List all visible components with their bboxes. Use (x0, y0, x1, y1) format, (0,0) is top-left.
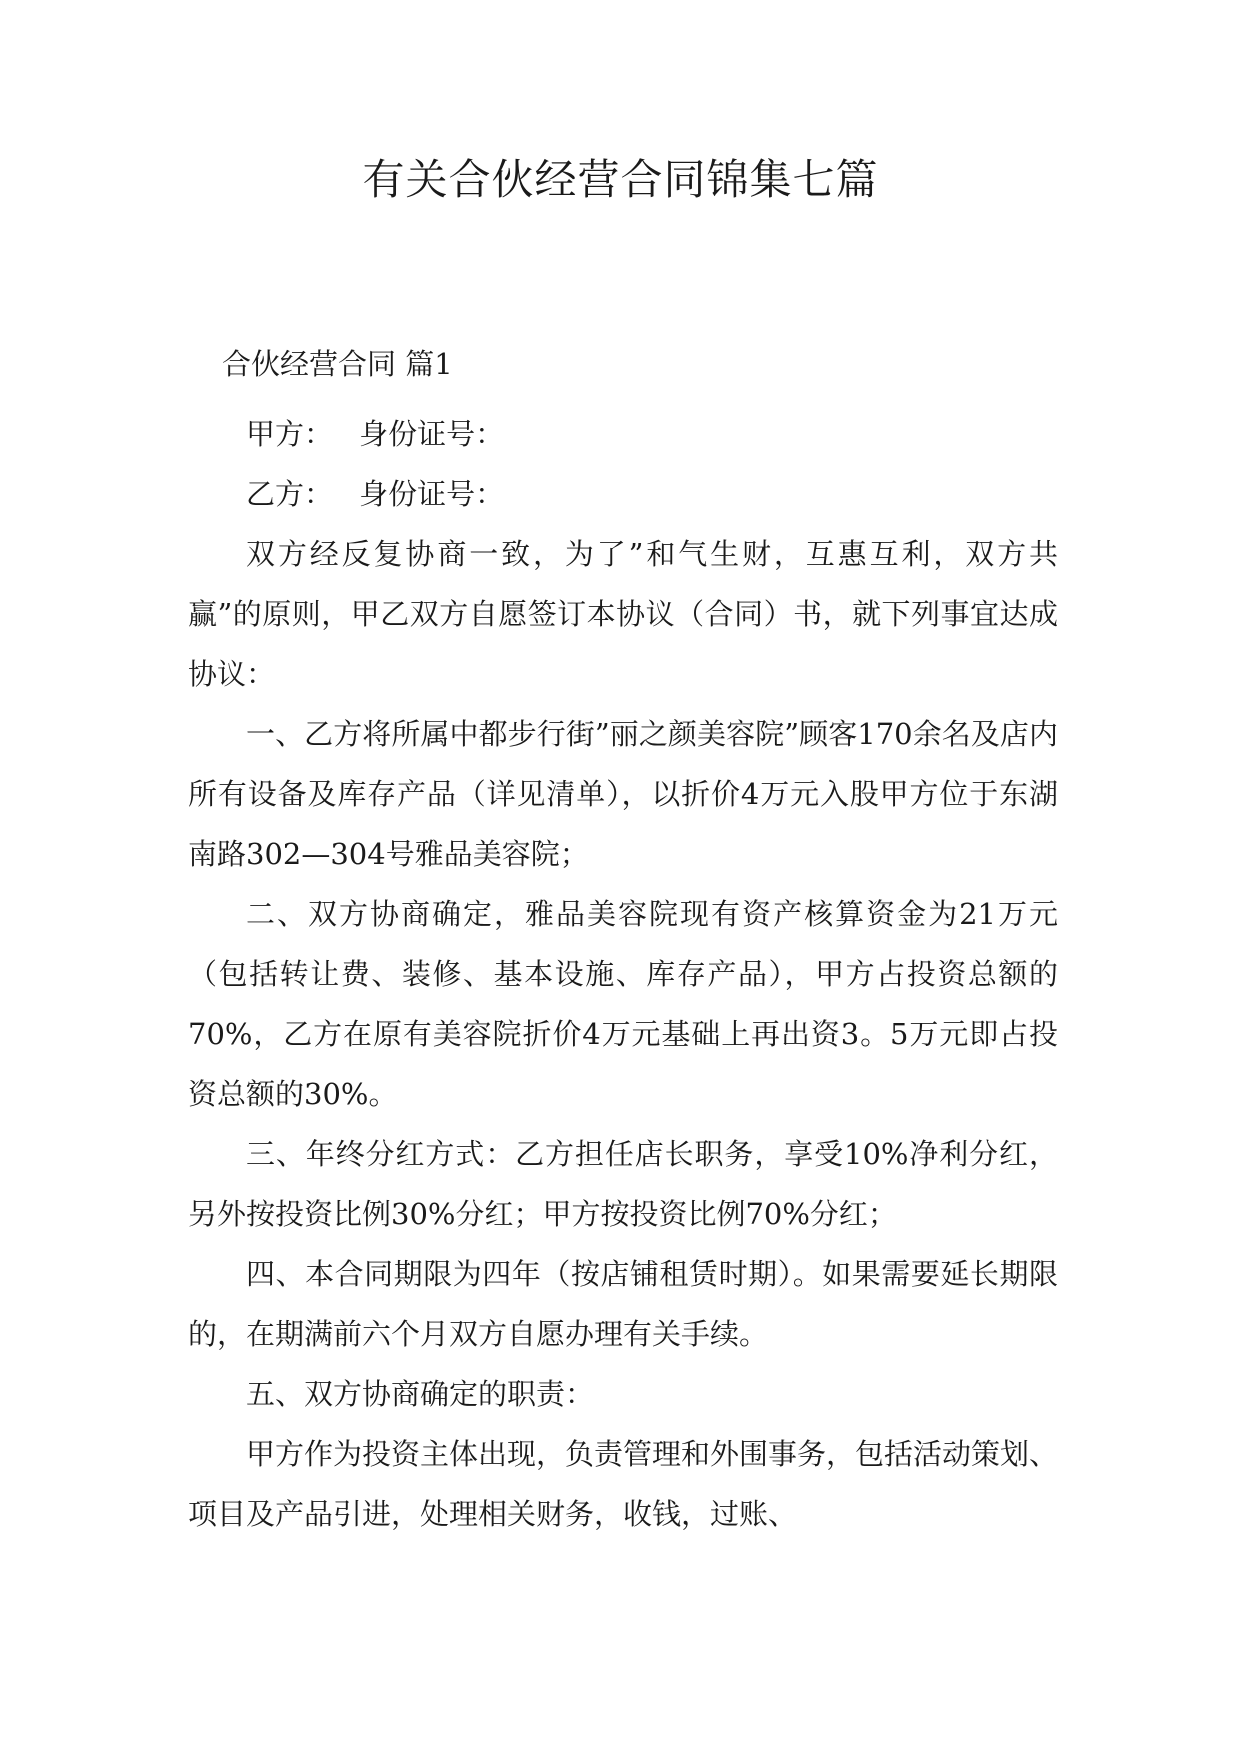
party-a-id-label: 身份证号： (359, 417, 505, 451)
paragraph-clause-5: 五、双方协商确定的职责： (246, 1377, 595, 1411)
paragraph-clause-3: 三、年终分红方式：乙方担任店长职务，享受10%净利分红，另外按投资比例30%分红；甲方按投资比例70%分红； (188, 1137, 1058, 1231)
paragraph-clause-4: 四、本合同期限为四年（按店铺租赁时期）。如果需要延长期限的，在期满前六个月双方自愿办理有关手续。 (188, 1257, 1058, 1351)
paragraph-duties-party-a: 甲方作为投资主体出现，负责管理和外围事务，包括活动策划、项目及产品引进，处理相关财务，收钱，过账、 (188, 1437, 1059, 1531)
contract-body (188, 404, 1058, 1544)
paragraph-clause-1: 一、乙方将所属中都步行街”丽之颜美容院”顾客170余名及店内所有设备及库存产品（详见清单），以折价4万元入股甲方位于东湖南路302—304号雅品美容院； (188, 717, 1058, 871)
party-b-id-label: 身份证号： (359, 477, 505, 511)
party-a-line (188, 404, 1058, 464)
paragraph-intro: 双方经反复协商一致，为了”和气生财，互惠互利，双方共赢”的原则，甲乙双方自愿签订本协议（合同）书，就下列事宜达成协议： (188, 537, 1058, 691)
paragraph-clause-2: 二、双方协商确定，雅品美容院现有资产核算资金为21万元（包括转让费、装修、基本设施、库存产品），甲方占投资总额的70%，乙方在原有美容院折价4万元基础上再出资3。5万元即占投资总额的30%。 (188, 897, 1058, 1111)
party-a-label: 甲方： (246, 417, 334, 451)
party-b-line (188, 464, 1058, 524)
party-b-label: 乙方： (246, 477, 334, 511)
document-title: 有关合伙经营合同锦集七篇 (362, 155, 879, 204)
section-heading: 合伙经营合同 篇1 (222, 347, 453, 381)
